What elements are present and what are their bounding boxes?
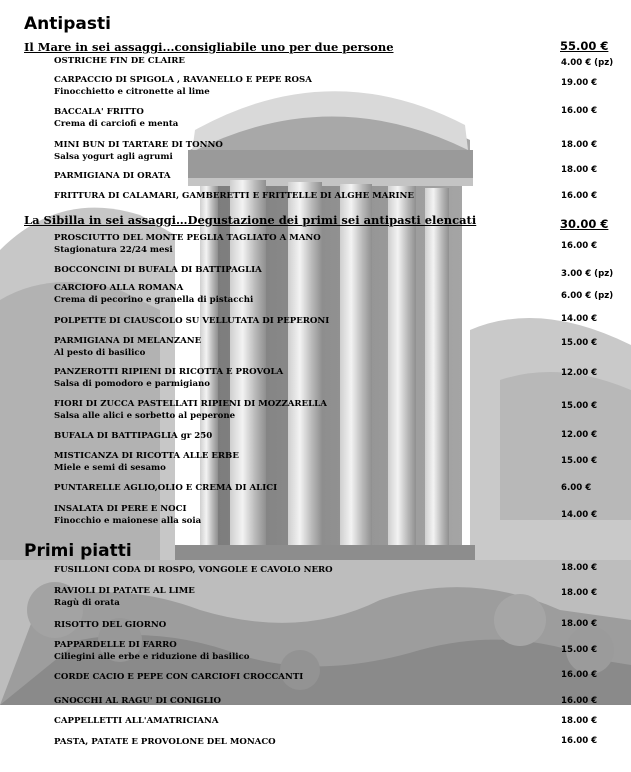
menu-item — [54, 619, 549, 631]
item-name: BOCCONCINI DI BUFALA DI BATTIPAGLIA — [54, 265, 262, 275]
menu-item — [54, 139, 549, 163]
item-price: 6.00 € (pz) — [561, 291, 614, 301]
subsection-heading-mare: Il Mare in sei assaggi...consigliabile uno per due persone — [24, 40, 394, 54]
item-name: FRITTURA DI CALAMARI, GAMBERETTI E FRITTELLE DI ALGHE MARINE — [54, 191, 414, 201]
item-name: POLPETTE DI CIAUSCOLO SU VELLUTATA DI PEPERONI — [54, 316, 330, 326]
item-price: 3.00 € (pz) — [561, 269, 614, 279]
item-name: CARPACCIO DI SPIGOLA , RAVANELLO E PEPE ROSA — [54, 75, 312, 85]
item-name: GNOCCHI AL RAGU' DI CONIGLIO — [54, 696, 222, 706]
item-name: PANZEROTTI RIPIENI DI RICOTTA E PROVOLA — [54, 367, 284, 377]
item-price: 19.00 € — [561, 78, 598, 88]
item-name: MINI BUN DI TARTARE DI TONNO — [54, 140, 223, 150]
item-name: MISTICANZA DI RICOTTA ALLE ERBE — [54, 451, 239, 461]
item-price: 18.00 € — [561, 716, 598, 726]
item-price: 15.00 € — [561, 401, 598, 411]
item-price: 18.00 € — [561, 165, 598, 175]
item-description: Miele e semi di sesamo — [54, 463, 166, 473]
item-name: PAPPARDELLE DI FARRO — [54, 640, 177, 650]
item-name: PASTA, PATATE E PROVOLONE DEL MONACO — [54, 737, 276, 747]
subsection-heading-sibilla: La Sibilla in sei assaggi…Degustazione dei primi sei antipasti elencati — [24, 213, 477, 227]
item-price: 18.00 € — [561, 619, 598, 629]
item-name: FUSILLONI CODA DI ROSPO, VONGOLE E CAVOLO NERO — [54, 565, 333, 575]
menu-item — [54, 190, 549, 202]
item-price: 15.00 € — [561, 645, 598, 655]
item-name: CAPPELLETTI ALL'AMATRICIANA — [54, 716, 219, 726]
item-price: 16.00 € — [561, 191, 598, 201]
item-price: 18.00 € — [561, 140, 598, 150]
item-name: PARMIGIANA DI ORATA — [54, 171, 171, 181]
menu-item — [54, 170, 549, 182]
menu-item — [54, 74, 549, 98]
section-title-primi-piatti: Primi piatti — [24, 541, 132, 561]
subsection-price-sibilla: 30.00 € — [560, 217, 609, 231]
item-price: 14.00 € — [561, 510, 598, 520]
menu-item — [54, 564, 549, 576]
menu-item — [54, 482, 549, 494]
menu-item — [54, 503, 549, 527]
item-price: 16.00 € — [561, 696, 598, 706]
item-name: FIORI DI ZUCCA PASTELLATI RIPIENI DI MOZZARELLA — [54, 399, 327, 409]
item-name: OSTRICHE FIN DE CLAIRE — [54, 56, 185, 66]
menu-item — [54, 585, 549, 609]
item-price: 12.00 € — [561, 430, 598, 440]
menu-item — [54, 736, 549, 748]
item-description: Al pesto di basilico — [54, 348, 146, 358]
item-price: 6.00 € — [561, 483, 592, 493]
menu-item — [54, 282, 549, 306]
subsection-price-mare: 55.00 € — [560, 39, 609, 53]
item-name: CARCIOFO ALLA ROMANA — [54, 283, 184, 293]
menu-item — [54, 715, 549, 727]
item-name: PARMIGIANA DI MELANZANE — [54, 336, 202, 346]
menu-item — [54, 639, 549, 663]
item-description: Finocchietto e citronette al lime — [54, 87, 210, 97]
menu-item — [54, 264, 549, 276]
item-description: Ciliegini alle erbe e riduzione di basilico — [54, 652, 250, 662]
item-name: PUNTARELLE AGLIO,OLIO E CREMA DI ALICI — [54, 483, 278, 493]
menu-item — [54, 315, 549, 327]
item-price: 18.00 € — [561, 588, 598, 598]
menu-item — [54, 671, 549, 683]
item-name: INSALATA DI PERE E NOCI — [54, 504, 187, 514]
item-price: 16.00 € — [561, 241, 598, 251]
section-title-antipasti: Antipasti — [24, 14, 111, 34]
item-description: Salsa yogurt agli agrumi — [54, 152, 173, 162]
menu-item — [54, 55, 549, 67]
menu-item — [54, 450, 549, 474]
item-name: BACCALA' FRITTO — [54, 107, 144, 117]
item-name: BUFALA DI BATTIPAGLIA gr 250 — [54, 431, 213, 441]
menu-item — [54, 695, 549, 707]
item-price: 16.00 € — [561, 670, 598, 680]
item-description: Salsa di pomodoro e parmigiano — [54, 379, 211, 389]
item-description: Salsa alle alici e sorbetto al peperone — [54, 411, 236, 421]
item-price: 16.00 € — [561, 736, 598, 746]
menu-item — [54, 232, 549, 256]
item-description: Finocchio e maionese alla soia — [54, 516, 202, 526]
item-description: Crema di pecorino e granella di pistacchi — [54, 295, 254, 305]
menu-item — [54, 398, 549, 422]
item-name: RISOTTO DEL GIORNO — [54, 620, 167, 630]
item-price: 15.00 € — [561, 456, 598, 466]
menu-item — [54, 366, 549, 390]
item-price: 12.00 € — [561, 368, 598, 378]
menu-item — [54, 106, 549, 130]
item-price: 4.00 € (pz) — [561, 58, 614, 68]
item-description: Stagionatura 22/24 mesi — [54, 245, 173, 255]
item-price: 14.00 € — [561, 314, 598, 324]
item-price: 15.00 € — [561, 338, 598, 348]
item-price: 16.00 € — [561, 106, 598, 116]
item-price: 18.00 € — [561, 563, 598, 573]
item-name: CORDE CACIO E PEPE CON CARCIOFI CROCCANTI — [54, 672, 304, 682]
item-description: Ragù di orata — [54, 598, 120, 608]
menu-item — [54, 430, 549, 442]
item-name: PROSCIUTTO DEL MONTE PEGLIA TAGLIATO A MANO — [54, 233, 321, 243]
menu-item — [54, 335, 549, 359]
item-description: Crema di carciofi e menta — [54, 119, 179, 129]
item-name: RAVIOLI DI PATATE AL LIME — [54, 586, 195, 596]
